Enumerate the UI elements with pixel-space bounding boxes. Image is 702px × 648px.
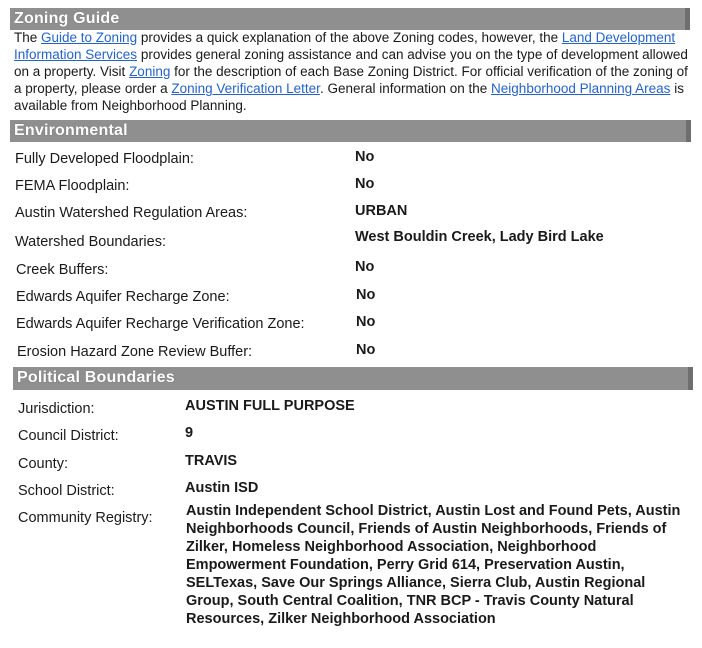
env-row-creek-buffers: [16, 261, 108, 279]
env-value-creek-buffers: [355, 258, 374, 276]
community-registry-value: Austin Independent School District, Austin Lost and Found Pets, Austin Neighborhoods Council, Friends of Austin Neighborhoods, Friends of Zilker, Homeless Neighborhood Association, Neighborhood Empowerment Foundation, Perry Grid 614, Preservation Austin, SELTexas, Save Our Springs Alliance, Sierra Club, Austin Regional Group, South Central Coalition, TNR BCP - Travis County Natural Resources, Zilker Neighborhood Association: [186, 503, 681, 627]
guide-text-2: provides a quick explanation of the above Zoning codes, however, the: [137, 30, 562, 45]
env-label: Fully Developed Floodplain:: [15, 151, 194, 167]
env-value: URBAN: [355, 203, 408, 219]
pol-value: Austin ISD: [185, 480, 259, 496]
pol-value-jurisdiction: [185, 397, 355, 415]
env-row-erosion-hazard: [17, 343, 252, 361]
env-value-fema: [355, 175, 374, 193]
pol-row-council-district: [18, 427, 119, 445]
env-label: Edwards Aquifer Recharge Verification Zone:: [16, 316, 305, 332]
env-value: No: [355, 259, 375, 275]
pol-label: Jurisdiction:: [18, 401, 95, 417]
pol-value: 9: [185, 425, 194, 441]
env-row-watershed-boundaries: [15, 233, 166, 251]
env-value-watershed-boundaries: [355, 228, 604, 246]
env-row-floodplain: [15, 150, 194, 168]
env-row-watershed-regulation: [15, 204, 247, 222]
env-label: Creek Buffers:: [16, 262, 109, 278]
environmental-header: Environmental: [10, 120, 691, 142]
pol-row-jurisdiction: [18, 400, 95, 418]
env-row-recharge-zone: [16, 288, 230, 306]
env-label: Watershed Boundaries:: [15, 234, 166, 250]
guide-text-1: The: [14, 30, 42, 45]
pol-value-school-district: [185, 479, 258, 497]
pol-label: School District:: [18, 483, 115, 499]
guide-text-5: . General information on the: [319, 81, 492, 96]
env-label: FEMA Floodplain:: [15, 178, 130, 194]
neighborhood-planning-areas-link[interactable]: Neighborhood Planning Areas: [491, 81, 671, 96]
env-row-fema: [15, 177, 129, 195]
env-value-recharge-zone: [356, 286, 375, 304]
env-value: No: [356, 342, 376, 358]
pol-row-county: [18, 455, 68, 473]
env-label: Erosion Hazard Zone Review Buffer:: [17, 344, 253, 360]
pol-row-community-registry: [18, 509, 153, 527]
env-value-erosion-hazard: [356, 341, 375, 359]
zoning-guide-header: Zoning Guide: [10, 8, 690, 30]
pol-label: County:: [18, 456, 68, 472]
guide-text-3: provides general zoning assistance and can advise you on the type of development allowed on a property. Visit: [14, 47, 688, 79]
land-development-info-link[interactable]: Land Development Information Services: [14, 30, 676, 62]
guide-to-zoning-link[interactable]: Guide to Zoning: [41, 30, 138, 45]
zoning-link[interactable]: Zoning: [129, 64, 171, 79]
pol-row-school-district: [18, 482, 115, 500]
guide-text-6: is available from Neighborhood Planning.: [14, 81, 684, 113]
env-value: No: [355, 176, 375, 192]
env-value: West Bouldin Creek, Lady Bird Lake: [355, 229, 604, 245]
env-value: No: [356, 287, 376, 303]
pol-value-county: [185, 452, 237, 470]
env-row-recharge-verification: [16, 315, 305, 333]
guide-text-4: for the description of each Base Zoning District. For official verification of the zoning of a property, please order a: [14, 64, 688, 96]
env-value-watershed-regulation: [355, 202, 407, 220]
env-value: No: [356, 314, 376, 330]
political-boundaries-header: Political Boundaries: [13, 367, 693, 390]
pol-label: Community Registry:: [18, 510, 153, 526]
zoning-guide-text: [14, 29, 694, 114]
env-value-floodplain: [355, 148, 374, 166]
pol-value-council-district: [185, 424, 193, 442]
env-label: Austin Watershed Regulation Areas:: [15, 205, 248, 221]
env-value-recharge-verification: [356, 313, 375, 331]
env-label: Edwards Aquifer Recharge Zone:: [16, 289, 230, 305]
pol-value: TRAVIS: [185, 453, 238, 469]
zoning-verification-letter-link[interactable]: Zoning Verification Letter: [171, 81, 320, 96]
pol-label: Council District:: [18, 428, 119, 444]
pol-value: AUSTIN FULL PURPOSE: [185, 398, 355, 414]
env-value: No: [355, 149, 375, 165]
